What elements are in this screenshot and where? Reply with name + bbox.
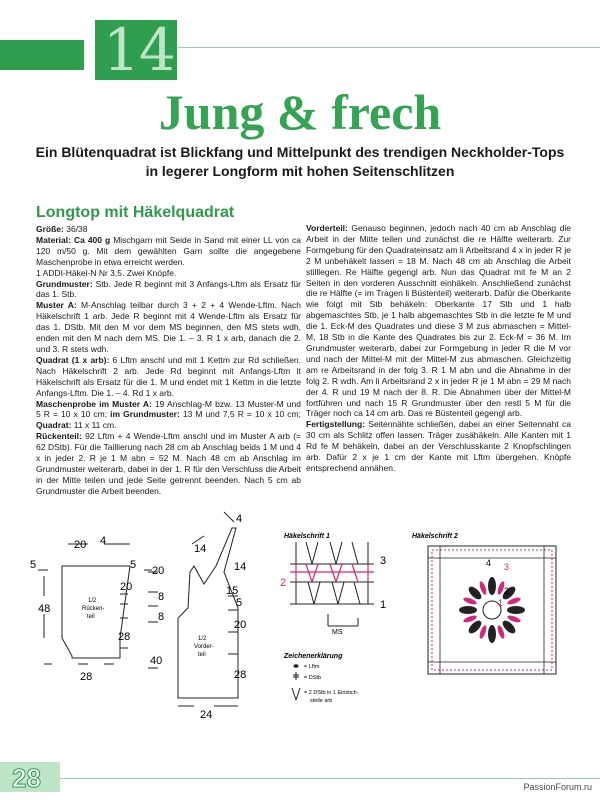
legend-symbols bbox=[292, 665, 300, 700]
back-dim-side-right: 5 bbox=[130, 559, 137, 571]
section-title: Longtop mit Häkelquadrat bbox=[36, 204, 235, 221]
vorderteil-paragraph bbox=[306, 223, 571, 419]
rueckenteil-label: Rückenteil: bbox=[36, 431, 82, 442]
chart2-round-4: 4 bbox=[486, 558, 492, 568]
front-dim-strap-left: 14 bbox=[194, 543, 207, 555]
chart2-round-1: 1 bbox=[498, 598, 504, 608]
chart1-stitches bbox=[290, 542, 374, 626]
pattern-diagrams bbox=[28, 508, 594, 770]
muster-a-text: M-Anschlag teilbar durch 3 + 2 + 4 Wende-Lftm. Nach Häkelschrift 1 arb. Jede R beginnt mit 4 Wende-Lftm als Ersatz für das 1. DStb. Mit den M vor dem MS beginnen, den MS stets wdh, enden mit den M nach dem MS. Die 1. – 3. R 1 x arb, danach die 2. und 3. R stets wdh. bbox=[36, 300, 301, 354]
chart1-title: Häkelschrift 1 bbox=[284, 533, 330, 540]
grundmuster-label: Grundmuster: bbox=[36, 278, 93, 289]
lftm-symbol bbox=[294, 665, 298, 668]
back-label-3: teil bbox=[87, 614, 95, 620]
back-label-1: 1/2 bbox=[88, 598, 97, 604]
chart2-round-2: 2 bbox=[504, 586, 510, 596]
front-piece-schematic bbox=[148, 512, 238, 706]
material-label: Material: Ca 400 g bbox=[36, 234, 111, 245]
chart2-title: Häkelschrift 2 bbox=[412, 533, 458, 540]
back-dim-top: 20 bbox=[74, 539, 87, 551]
back-dim-height: 48 bbox=[38, 603, 51, 615]
rueckenteil-text: 92 Lftm + 4 Wende-Lftm anschl und im Muster A arb (= 62 DStb). Für die Taillierung nach 28 cm ab Anschlag beids 1 M und 4 x in jeder 2. R je 1 M abn = 52 M. Nach 48 cm ab Anschlag im Grundmuster weiterarb, dabei in der 1. R für den Verschluss die Arbeit in der Mitte teilen und jede Seite getrennt beenden. Nach 5 cm ab Grundmuster die Arbeit beenden. bbox=[36, 431, 301, 496]
chart1-row-2: 2 bbox=[280, 577, 287, 589]
back-dim-side-left: 5 bbox=[30, 559, 37, 571]
needle-paragraph: 1 ADDI-Häkel-N Nr 3,5. Zwei Knöpfe. bbox=[36, 267, 177, 278]
instructions-left-column bbox=[36, 224, 301, 497]
front-dim-40: 40 bbox=[150, 655, 163, 667]
rueckenteil-paragraph bbox=[36, 431, 301, 496]
front-label-1: 1/2 bbox=[198, 636, 207, 642]
maschenprobe-a-label: Maschenprobe im Muster A: bbox=[36, 398, 152, 409]
header-rule bbox=[178, 47, 600, 48]
muster-a-paragraph bbox=[36, 300, 301, 355]
material-paragraph bbox=[36, 235, 301, 268]
chart2-square bbox=[428, 546, 556, 674]
maschenprobe-a-text: 19 Anschlag-M bzw. 13 Muster-M und 5 R = 10 x 10 cm; bbox=[36, 398, 301, 420]
vorderteil-text: Genauso beginnen, jedoch nach 40 cm ab Anschlag die Arbeit in der Mitte teilen und zunächst die re Hälfte weiterarb. Zur Formgebung für den Quadrateinsatz am li Arbeitsrand 4 x in jeder R je 2 M unbehäkelt lassen = 18 M. Nach 48 cm ab Anschlag die Arbeit stilllegen. Re Hälfte gegengl arb. Nun das Quadrat mit fe M an 2 Seiten in den vorderen Ausschnitt einhäkeln. Anschließend zunächst die re Hälfte (= im Tragen li Büstenteil) weiterarb. Dafür die Oberkante wie folgt mit Stb behäkeln: Oberkante 17 Stb und 1 halb abgemaschtes Stb, je 1 halb abgemaschtes Stb in die letzte fe M und die 1. Eck-M des Quadrates und diese 3 M zus abmaschen = Mittel-M, 18 Stb in die Kante des Quadrates bis zur 2. Eck-M = 36 M. Im Grundmuster weiterarb, dabei zur Formgebung in jeder R die M vor und nach der Mittel-M mit der Mittel-M zus abmaschen. Gleichzeitig am re Arbeitsrand in der folg 3. R 1 M abn und die Abnahme in der folg 2. R wdh. Am li Arbeitsrand 2 x in jeder R je 1 M abn = 29 M nach der 4. R und 19 M nach der 8. R. Die Abnahmen über der Mittel-M fortführen und nach 15 R Grundmuster über den restl 5 M für die Träger noch ca 14 cm arb. Das re Büstenteil gegengl arb. bbox=[306, 223, 571, 419]
instructions-right-column bbox=[306, 223, 571, 474]
chart1-row-1: 1 bbox=[380, 599, 387, 611]
legend-title: Zeichenerklärung bbox=[284, 653, 343, 660]
legend-lftm: = Lftm bbox=[304, 664, 320, 670]
muster-a-label: Muster A: bbox=[36, 300, 77, 311]
front-dim-r28: 28 bbox=[234, 669, 247, 681]
legend-double: = 2 DStb in 1 Einstich- bbox=[304, 690, 359, 696]
front-dim-8b: 8 bbox=[158, 611, 165, 623]
material-text: Mischgarn mit Seide in Sand mit einer LL von ca 120 m/50 g. Mit dem gewählten Garn sollte die angegebene Maschenprobe in etwa erreicht werden. bbox=[36, 234, 301, 267]
front-dim-15: 15 bbox=[226, 585, 239, 597]
footer-rule bbox=[60, 778, 600, 779]
page-subtitle bbox=[30, 143, 570, 181]
front-dim-strap-top: 4 bbox=[236, 513, 243, 525]
front-dim-8a: 8 bbox=[158, 591, 165, 603]
quadrat-paragraph bbox=[36, 355, 301, 399]
back-dim-bottom: 28 bbox=[80, 671, 93, 683]
page-number: 28 bbox=[12, 763, 41, 793]
back-dim-mid: 20 bbox=[120, 581, 133, 593]
front-label-3: teil bbox=[198, 652, 206, 658]
back-label-2: Rücken- bbox=[82, 606, 105, 612]
front-dim-bottom: 24 bbox=[200, 709, 213, 721]
model-tab bbox=[0, 40, 84, 70]
front-dim-5: 5 bbox=[236, 597, 243, 609]
front-label-2: Vorder- bbox=[194, 644, 214, 650]
legend-double-2: stelle arb bbox=[310, 698, 333, 704]
subtitle-line-1: Ein Blütenquadrat ist Blickfang und Mittelpunkt des trendigen Neckholder-Tops bbox=[35, 144, 565, 160]
back-dim-lower: 28 bbox=[118, 631, 131, 643]
size-paragraph bbox=[36, 224, 301, 235]
grundmuster-text: Stb. Jede R beginnt mit 3 Anfangs-Lftm als Ersatz für das 1. Stb. bbox=[36, 278, 301, 300]
fertigstellung-paragraph bbox=[306, 419, 571, 474]
maschenprobe-paragraph bbox=[36, 399, 301, 432]
front-dim-20: 20 bbox=[152, 565, 165, 577]
back-dim-corner: 4 bbox=[100, 535, 107, 547]
size-label: Größe: bbox=[36, 224, 64, 234]
maschenprobe-grund-text: 13 M und 7,5 R = 10 x 10 cm; bbox=[179, 409, 301, 420]
legend-dstb: = DStb bbox=[304, 675, 321, 681]
fertigstellung-text: Seitennähte schließen, dabei an einer Seitennaht ca 30 cm als Schlitz offen lassen. Träger zusähäkeln. Alle Kanten mit 1 Rd fe M behäkeln, dabei an der Verschlusskante 2 Knopfschlingen arb. Dafür 2 x je 1 cm der Kante mit Lftm übergehen. Knöpfe entsprechend annähen. bbox=[306, 419, 571, 473]
chart1-row-3: 3 bbox=[380, 555, 387, 567]
watermark: PassionForum.ru bbox=[523, 782, 592, 792]
double-dstb-symbol bbox=[292, 688, 296, 700]
maschenprobe-grund-label: im Grundmuster: bbox=[107, 409, 180, 420]
front-dim-strap-right: 14 bbox=[234, 561, 247, 573]
page-title: Jung & frech bbox=[158, 84, 442, 140]
front-dim-r20: 20 bbox=[234, 619, 247, 631]
vorderteil-label: Vorderteil: bbox=[306, 223, 348, 233]
diagram-svg bbox=[28, 508, 594, 770]
quadrat-text: 6 Lftm anschl und mit 1 Kettm zur Rd schließen. Nach Häkelschrift 2 arb. Jede Rd beginnt mit Anfangs-Lftm lt Häkelschrift als Ersatz für die 1. M und endet mit 1 Kettm in die letzte Anfangs-Lftm. Die 1. – 4. Rd 1 x arb. bbox=[36, 354, 301, 398]
model-number: 14 bbox=[103, 16, 175, 84]
chart2-round-3: 3 bbox=[504, 562, 510, 572]
maschenprobe-quadrat-text: 11 x 11 cm. bbox=[71, 420, 117, 431]
maschenprobe-quadrat-label: Quadrat: bbox=[36, 420, 72, 431]
quadrat-label: Quadrat (1 x arb): bbox=[36, 354, 110, 365]
grundmuster-paragraph bbox=[36, 279, 301, 301]
fertigstellung-label: Fertigstellung: bbox=[306, 419, 366, 430]
chart1-ms: MS bbox=[332, 629, 343, 636]
size-text: 36/38 bbox=[63, 224, 88, 234]
model-label: Modell bbox=[14, 5, 62, 22]
subtitle-line-2: in legerer Longform mit hohen Seitenschlitzen bbox=[145, 163, 455, 179]
